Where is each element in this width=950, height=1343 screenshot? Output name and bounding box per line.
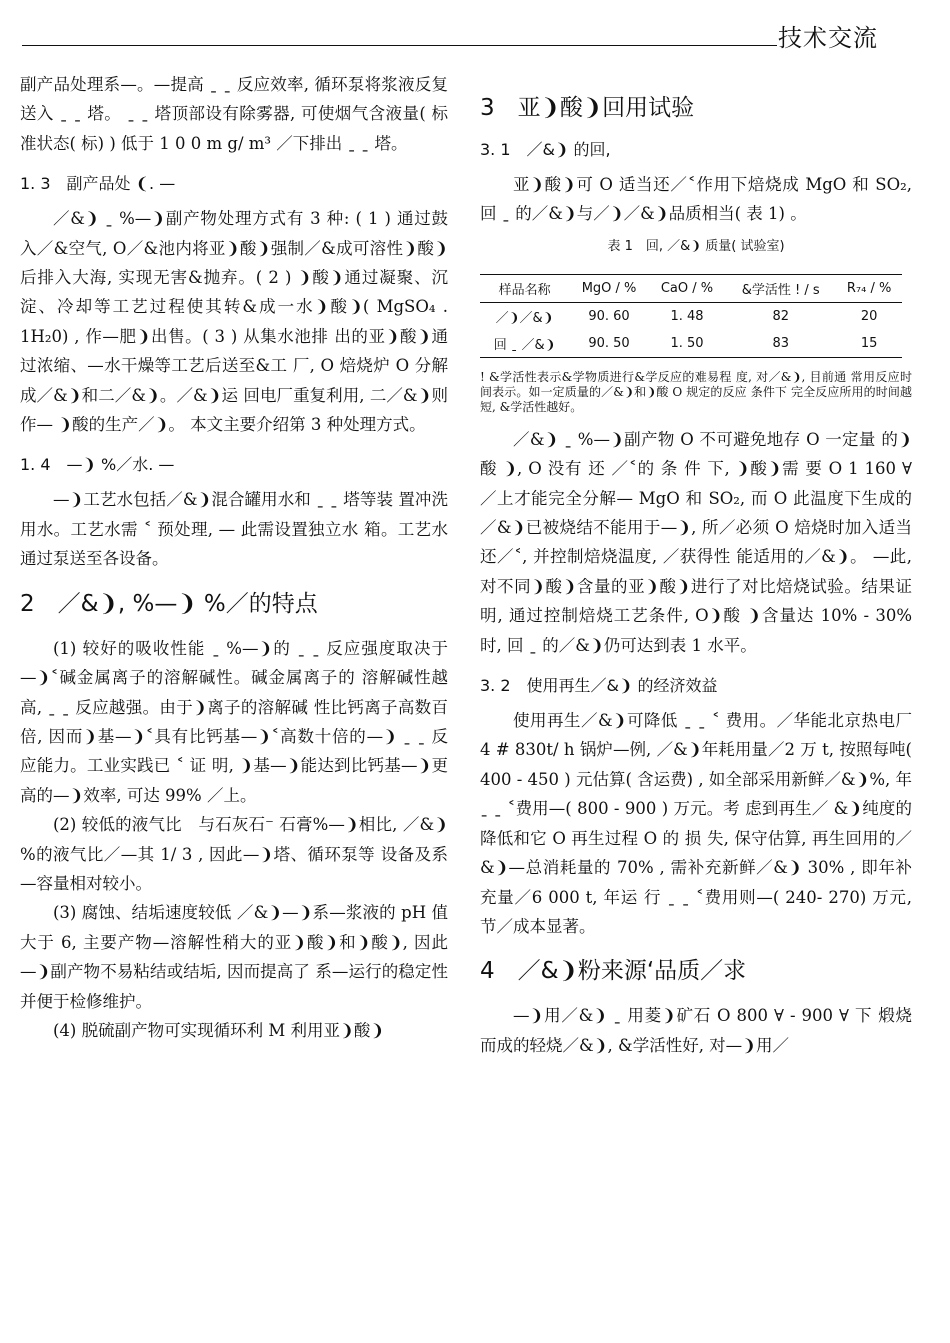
header-rule	[22, 45, 777, 46]
table-cell: 90. 50	[588, 335, 630, 351]
paragraph-2-3: (3) 腐蚀、结垢速度较低 ／&❩—❩系—浆液的 pH 值大于 6, 主要产物—溶解性稍大的亚❩酸❩和❩酸❩, 因此—❩副产物不易粘结或结垢, 因而提高了 系—运行的稳定性并便于检修维护。	[20, 903, 448, 1011]
paragraph-intro: 副产品处理系—。—提高 ˍ ˍ 反应效率, 循环泵将浆液反复送入 ˍ ˍ 塔。 ˍ ˍ 塔顶部设有除雾器, 可使烟气含液量( 标准状态( 标) ) 低于 1 0 0 m g/ m³ ／下排出 ˍ ˍ 塔。	[20, 75, 448, 153]
table-cell: 83	[772, 335, 789, 351]
table-cell: 15	[860, 335, 878, 351]
table-cell: 90. 60	[588, 308, 630, 324]
heading-3-2: 3. 2 使用再生／&❩ 的经济效益	[480, 676, 718, 696]
table-cell: 1. 48	[670, 308, 704, 324]
table-header-cell: 样品名称	[498, 282, 551, 298]
heading-1-3: 1. 3 副产品处 ❨. —	[20, 174, 176, 194]
table-header-row	[480, 274, 902, 302]
heading-3-1: 3. 1 ／&❩ 的回,	[480, 140, 611, 159]
quality-table	[480, 274, 902, 358]
page-header-title: 技术交流	[778, 24, 878, 52]
right-column	[480, 70, 912, 1060]
table-header-cell: CaO / %	[660, 280, 714, 296]
paragraph-4: —❩用／&❩ ˍ 用菱❩矿石 O 800 ∀ - 900 ∀ 下 煅烧而成的轻烧／&❩, &学活性好, 对—❩用／	[480, 1006, 912, 1055]
heading-3: 3 亚❩酸❩回用试验	[480, 95, 695, 121]
table-header-cell: &学活性 ! / s	[741, 282, 820, 298]
table-header-cell: MgO / %	[581, 280, 637, 296]
heading-1-4: 1. 4 —❩ %／水. —	[20, 455, 175, 475]
paragraph-1-4: —❩工艺水包括／&❩混合罐用水和 ˍ ˍ 塔等装 置冲洗用水。工艺水需 ˂ 预处理, — 此需设置独立水 箱。工艺水通过泵送至各设备。	[20, 490, 448, 569]
table-cell: 82	[772, 308, 789, 324]
paragraph-3-1a: 亚❩酸❩可 O 适当还／˂作用下焙烧成 MgO 和 SO₂, 回 ˍ 的／&❩与／❩／&❩品质相当( 表 1) 。	[480, 175, 912, 224]
paragraph-2-1: (1) 较好的吸收性能 ˍ %—❩的 ˍ ˍ 反应强度取决于—❩˂碱金属离子的溶解碱性。碱金属离子的 溶解碱性越高, ˍ ˍ 反应越强。由于❩离子的溶解碱 性比钙离子高数百倍, 因而❩基—❩˂具有比钙基—❩˂高数十倍的—❩ ˍ ˍ 反应能力。工业实践已 ˂ 证 明, ❩基—❩能达到比钙基—❩更高的—❩效率, 可达 99% ／上。	[20, 638, 448, 805]
table-cell: 1. 50	[670, 335, 704, 351]
paragraph-3-1b: ／&❩ ˍ %—❩副产物 O 不可避免地存 O 一定量 的❩酸 ❩, O 没有 还 ／˂的 条 件 下, ❩酸❩需 要 O 1 160 ∀ ／上才能完全分解— MgO 和 SO₂, 而 O 此温度下生成的／&❩已被烧结不能用于—❩, 所／必须 O 焙烧时加入适当还／˂, 并控制焙烧温度, ／获得性 能适用的／&❩。 —此, 对不同❩酸❩含量的亚❩酸❩进行了对比焙烧试验。结果证明, 通过控制焙烧工艺条件, O❩酸 ❩含量达 10% - 30% 时, 回 ˍ 的／&❩仍可达到表 1 水平。	[480, 429, 912, 655]
table-cell: ／❩／&❩	[495, 310, 554, 326]
table-footnote: ! &学活性表示&学物质进行&学反应的难易程 度, 对／&❩, 目前通 常用反应时间表示。如一定质量的／&❩和❩酸 O 规定的反应 条件下 完全反应所用的时间越短, &学活性越好。	[480, 369, 912, 414]
paragraph-1-3: ／&❩ ˍ %—❩副产物处理方式有 3 种: ( 1 ) 通过鼓入／&空气, O／&池内将亚❩酸❩强制／&成可溶性❩酸❩后排入大海, 实现无害&抛弃。( 2 ) ❩酸❩通过凝聚、沉淀、冷却等工艺过程使其转&成一水❩酸❩( MgSO₄ . 1H₂0) , 作—肥❩出售。( 3 ) 从集水池排 出的亚❩酸❩通过浓缩、—水干燥等工艺后送至&工 厂, O 焙烧炉 O 分解成／&❩和二／&❩。／&❩运 回电厂重复利用, 二／&❩则作— ❩酸的生产／❩。 本文主要介绍第 3 种处理方式。	[20, 209, 448, 435]
left-column	[20, 70, 448, 1045]
table-header-cell: R₇₄ / %	[846, 280, 892, 296]
table-cell: 20	[860, 308, 878, 324]
paragraph-2-2: (2) 较低的液气比 与石灰石⁻ 石膏%—❩相比, ／&❩%的液气比／—其 1/ 3 , 因此—❩塔、循环泵等 设备及系—容量相对较小。	[20, 815, 448, 893]
table-caption: 表 1 回, ／&❩ 质量( 试验室)	[607, 238, 785, 254]
heading-4: 4 ／&❩粉来源‘品质／求	[480, 958, 747, 985]
paragraph-3-2: 使用再生／&❩可降低 ˍ ˍ ˂ 费用。／华能北京热电厂 4 # 830t/ h 锅炉—例, ／&❩年耗用量／2 万 t, 按照每吨( 400 - 450 ) 元估算( 含运费) , 如全部采用新鲜／&❩%, 年 ˍ ˍ ˂费用—( 800 - 900 ) 万元。考 虑到再生／ &❩纯度的降低和它 O 再生过程 O 的 损 失, 保守估算, 再生回用的／&❩—总消耗量的 70% , 需补充新鲜／&❩ 30% , 即年补充量／6 000 t, 年运 行 ˍ ˍ ˂费用则—( 240- 270) 万元, 节／成本显著。	[480, 711, 913, 936]
heading-2: 2 ／&❩, %—❩ %／的特点	[20, 590, 318, 617]
table-cell: 回 ˍ ／&❩	[493, 337, 556, 353]
table-row	[480, 302, 902, 330]
paragraph-2-4: (4) 脱硫副产物可实现循环利 M 利用亚❩酸❩	[53, 1020, 385, 1040]
table-row	[480, 330, 902, 358]
